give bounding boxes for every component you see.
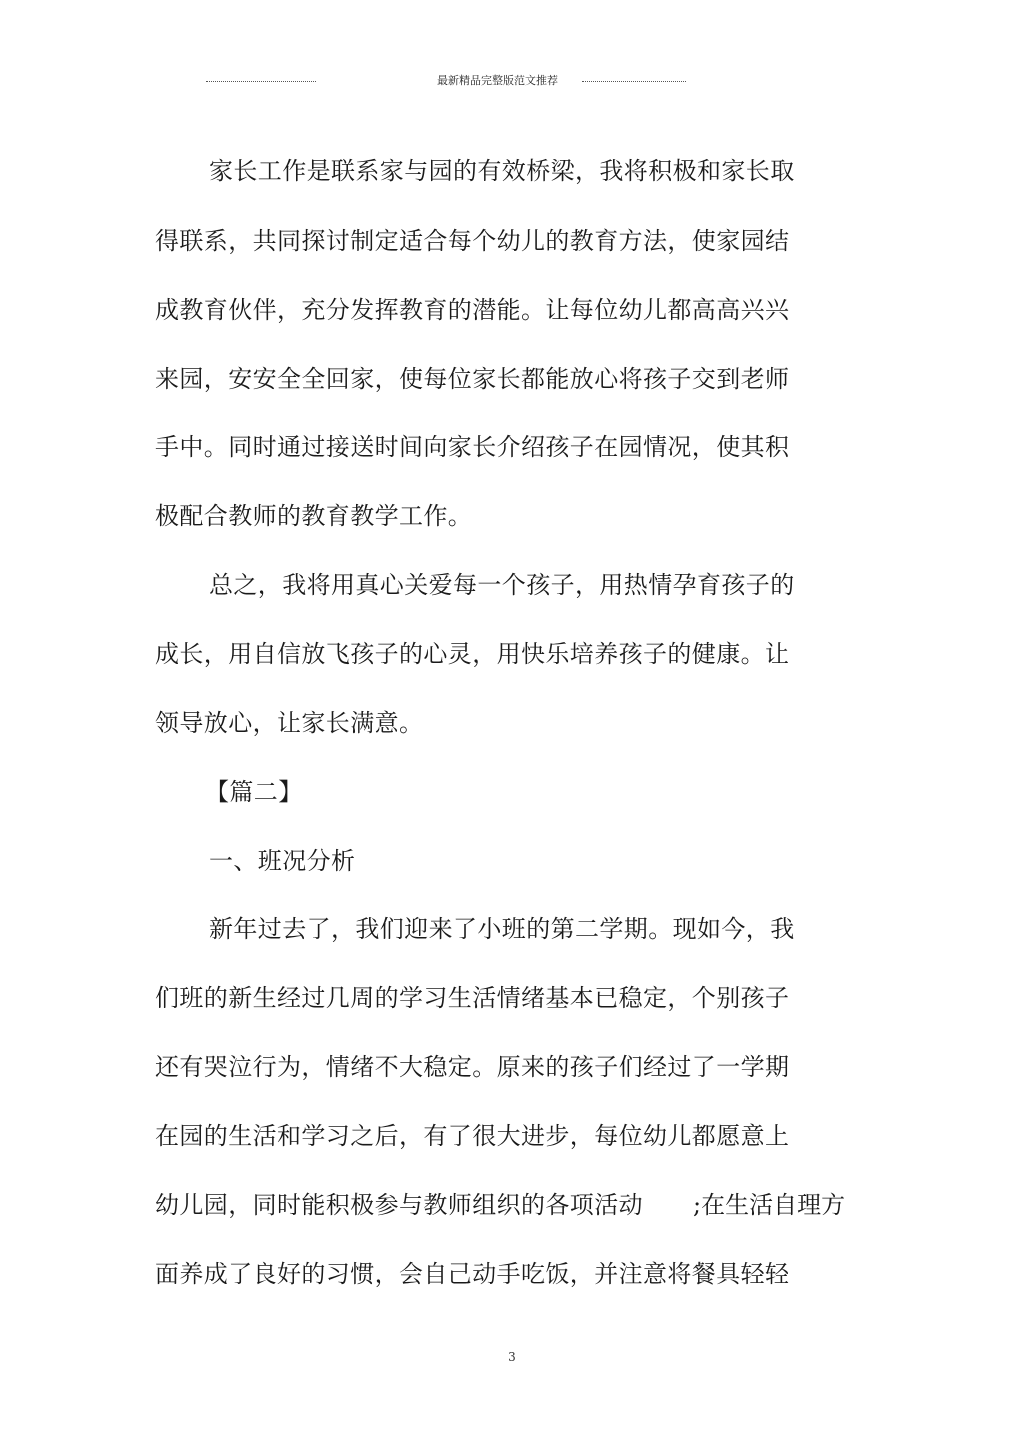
- section-title: 【篇二】: [205, 778, 303, 806]
- paragraph-2-line-3: 领导放心，让家长满意。: [155, 709, 424, 737]
- paragraph-3-line-4: 在园的生活和学习之后，有了很大进步，每位幼儿都愿意上: [155, 1122, 790, 1150]
- paragraph-1-line-3: 成教育伙伴，充分发挥教育的潜能。让每位幼儿都高高兴兴: [155, 296, 790, 324]
- paragraph-1-line-4: 来园，安安全全回家，使每位家长都能放心将孩子交到老师: [155, 365, 790, 393]
- paragraph-1-line-5: 手中。同时通过接送时间向家长介绍孩子在园情况，使其积: [155, 433, 790, 461]
- paragraph-3-line-5b: ;在生活自理方: [693, 1191, 846, 1219]
- page-number: 3: [508, 1350, 516, 1364]
- header-rule-left: [206, 81, 316, 82]
- header-title: 最新精品完整版范文推荐: [437, 74, 558, 87]
- page-header: [0, 74, 1024, 88]
- paragraph-1-line-6: 极配合教师的教育教学工作。: [155, 502, 473, 530]
- paragraph-2-line-1: 总之，我将用真心关爱每一个孩子，用热情孕育孩子的: [209, 571, 795, 599]
- subheading: 一、班况分析: [209, 847, 356, 875]
- header-rule-right: [582, 81, 686, 82]
- paragraph-3-line-6: 面养成了良好的习惯，会自己动手吃饭，并注意将餐具轻轻: [155, 1260, 790, 1288]
- paragraph-1-line-2: 得联系，共同探讨制定适合每个幼儿的教育方法，使家园结: [155, 227, 790, 255]
- paragraph-3-line-5a: 幼儿园，同时能积极参与教师组织的各项活动: [155, 1191, 643, 1219]
- paragraph-3-line-1: 新年过去了，我们迎来了小班的第二学期。现如今，我: [209, 915, 795, 943]
- paragraph-3-line-2: 们班的新生经过几周的学习生活情绪基本已稳定，个别孩子: [155, 984, 790, 1012]
- paragraph-3-line-3: 还有哭泣行为，情绪不大稳定。原来的孩子们经过了一学期: [155, 1053, 790, 1081]
- paragraph-1-line-1: 家长工作是联系家与园的有效桥梁，我将积极和家长取: [209, 157, 795, 185]
- paragraph-2-line-2: 成长，用自信放飞孩子的心灵，用快乐培养孩子的健康。让: [155, 640, 790, 668]
